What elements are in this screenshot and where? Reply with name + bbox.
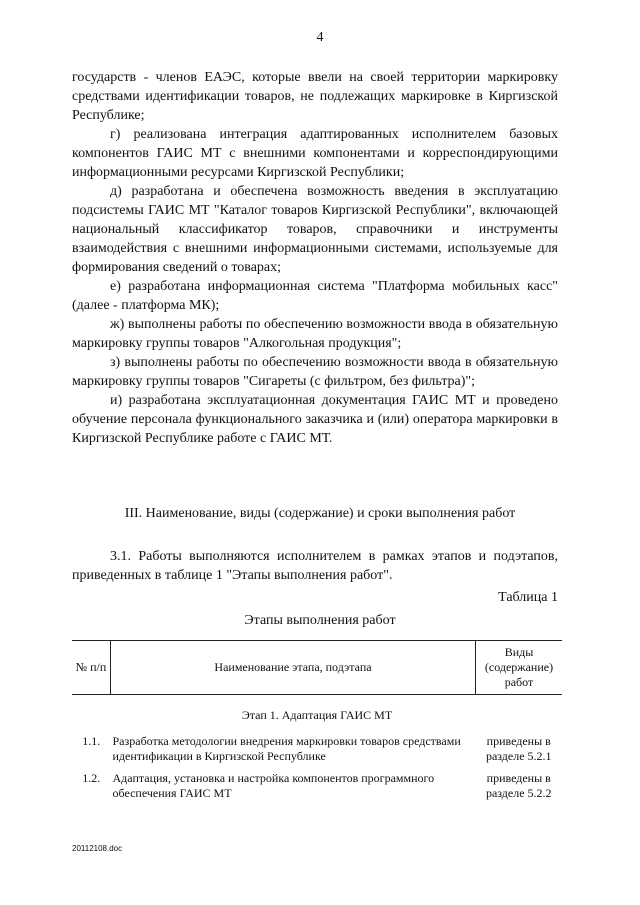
- table-row: [72, 771, 562, 808]
- table-header-row: [72, 641, 562, 695]
- paragraph: и) разработана эксплуатационная документация ГАИС МТ и проведено обучение персонала функционального заказчика и (или) оператора маркировки в Киргизской Республике работе с ГАИС МТ.: [72, 393, 558, 446]
- paragraph: е) разработана информационная система "Платформа мобильных касс" (далее - платформа МК);: [72, 279, 558, 313]
- body-text: [72, 68, 558, 448]
- paragraph: г) реализована интеграция адаптированных исполнителем базовых компонентов ГАИС МТ с внешними компонентами и корреспондирующими информационными ресурсами Киргизской Республики;: [72, 127, 558, 180]
- row-ref: приведены в разделе 5.2.1: [485, 734, 552, 763]
- table-row: [72, 734, 562, 771]
- table-title: Этапы выполнения работ: [244, 613, 396, 628]
- paragraph: государств - членов ЕАЭС, которые ввели на своей территории маркировку средствами идентификации товаров, не подлежащих маркировке в Киргизской Республике;: [72, 70, 558, 123]
- row-name: Адаптация, установка и настройка компонентов программного обеспечения ГАИС МТ: [112, 771, 435, 800]
- row-ref: приведены в разделе 5.2.2: [485, 771, 552, 800]
- table-caption: Таблица 1: [498, 590, 558, 605]
- header-name: Наименование этапа, подэтапа: [111, 641, 476, 695]
- row-number: 1.1.: [82, 734, 101, 748]
- stage-label: Этап 1. Адаптация ГАИС МТ: [241, 708, 393, 722]
- row-number: 1.2.: [82, 771, 101, 785]
- page-number: 4: [316, 30, 324, 45]
- paragraph: ж) выполнены работы по обеспечению возможности ввода в обязательную маркировку группы товаров "Алкогольная продукция";: [72, 317, 558, 351]
- paragraph: д) разработана и обеспечена возможность введения в эксплуатацию подсистемы ГАИС МТ "Каталог товаров Киргизской Республики", включающей национальный классификатор товаров, справочники и инструменты взаимодействия с внешними информационными системами, используемые для формирования сведений о товарах;: [72, 184, 558, 275]
- row-name: Разработка методологии внедрения маркировки товаров средствами идентификации в Киргизской Республике: [112, 734, 461, 763]
- file-name-footer: 20112108.doc: [72, 844, 123, 853]
- header-types: Виды (содержание) работ: [484, 645, 554, 689]
- paragraph-3-1: 3.1. Работы выполняются исполнителем в рамках этапов и подэтапов, приведенных в таблице 1 "Этапы выполнения работ".: [72, 549, 558, 583]
- stages-table: [72, 640, 562, 808]
- section-title: III. Наименование, виды (содержание) и сроки выполнения работ: [124, 506, 516, 521]
- header-number: № п/п: [72, 641, 111, 695]
- paragraph: з) выполнены работы по обеспечению возможности ввода в обязательную маркировку группы товаров "Сигареты (с фильтром, без фильтра)";: [72, 355, 558, 389]
- stage-row: [72, 695, 562, 735]
